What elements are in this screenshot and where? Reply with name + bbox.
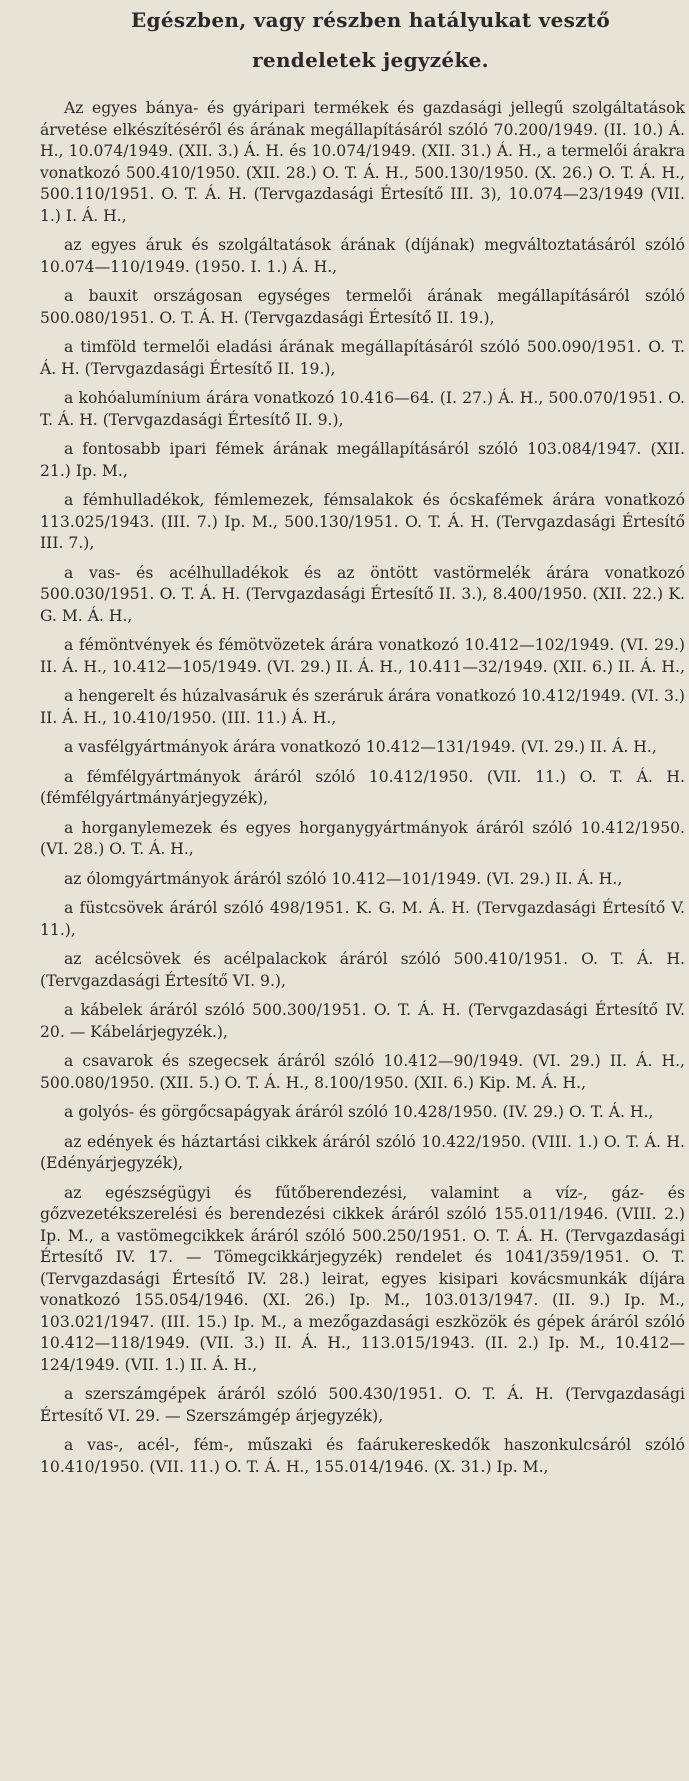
regulation-entry: a kohóalumínium árára vonatkozó 10.416—64. (I. 27.) Á. H., 500.070/1951. O. T. Á. H. (Tervgazdasági Értesítő II. 9.), [40,389,685,429]
regulation-entry: a fémöntvények és fémötvözetek árára vonatkozó 10.412—102/1949. (VI. 29.) II. Á. H., 10.412—105/1949. (VI. 29.) II. Á. H., 10.411—32/1949. (XII. 6.) II. Á. H., [40,636,685,676]
regulation-entry: az acélcsövek és acélpalackok áráról szóló 500.410/1951. O. T. Á. H. (Tervgazdasági Értesítő VI. 9.), [40,950,685,990]
regulation-entry: a vasfélgyártmányok árára vonatkozó 10.412—131/1949. (VI. 29.) II. Á. H., [64,738,657,756]
regulation-entry: a csavarok és szegecsek áráról szóló 10.412—90/1949. (VI. 29.) II. Á. H., 500.080/1950. (XII. 5.) O. T. Á. H., 8.100/1950. (XII. 6.) Kip. M. Á. H., [40,1052,685,1092]
regulation-entry: az ólomgyártmányok áráról szóló 10.412—101/1949. (VI. 29.) II. Á. H., [64,869,623,888]
regulation-entry: a szerszámgépek áráról szóló 500.430/1951. O. T. Á. H. (Tervgazdasági Értesítő VI. 29. — Szerszámgép árjegyzék), [40,1385,685,1425]
title-line-1: Egészben, vagy részben hatályukat vesztő [130,8,610,32]
regulation-entry: a golyós- és görgőcsapágyak áráról szóló 10.428/1950. (IV. 29.) O. T. Á. H., [64,1103,654,1121]
regulation-entry: a füstcsövek áráról szóló 498/1951. K. G. M. Á. H. (Tervgazdasági Értesítő V. 11.), [40,899,685,939]
page-title [60,0,681,80]
regulation-entry: Az egyes bánya- és gyáripari termékek és gazdasági jellegű szolgáltatások árvetése elkészítéséről és árának megállapításáról szóló 70.200/1949. (II. 10.) Á. H., 10.074/1949. (XII. 3.) Á. H. és 10.074/1949. (XII. 31.) Á. H., a termelői árakra vonatkozó 500.410/1950. (XII. 28.) O. T. Á. H., 500.130/1950. (X. 26.) O. T. Á. H., 500.110/1951. O. T. Á. H. (Tervgazdasági Értesítő III. 3), 10.074—23/1949 (VII. 1.) I. Á. H., [40,99,685,225]
regulation-entry: a timföld termelői eladási árának megállapításáról szóló 500.090/1951. O. T. Á. H. (Tervgazdasági Értesítő II. 19.), [40,338,685,378]
regulation-entry: a bauxit országosan egységes termelői árának megállapításáról szóló 500.080/1951. O. T. Á. H. (Tervgazdasági Értesítő II. 19.), [40,287,685,327]
regulation-entry: az egyes áruk és szolgáltatások árának (díjának) megváltoztatásáról szóló 10.074—110/1949. (1950. I. 1.) Á. H., [40,236,685,276]
regulation-entry: a vas- és acélhulladékok és az öntött vastörmelék árára vonatkozó 500.030/1951. O. T. Á. H. (Tervgazdasági Értesítő II. 3.), 8.400/1950. (XII. 22.) K. G. M. Á. H., [40,563,685,625]
regulation-entry: a vas-, acél-, fém-, műszaki és faárukereskedők haszonkulcsáról szóló 10.410/1950. (VII. 11.) O. T. Á. H., 155.014/1946. (X. 31.) Ip. M., [40,1436,685,1476]
regulation-list [0,98,689,1478]
regulation-entry: a horganylemezek és egyes horganygyártmányok áráról szóló 10.412/1950. (VI. 28.) O. T. Á. H., [40,818,685,858]
regulation-entry: a fémhulladékok, fémlemezek, fémsalakok és ócskafémek árára vonatkozó 113.025/1943. (III. 7.) Ip. M., 500.130/1951. O. T. Á. H. (Tervgazdasági Értesítő III. 7.), [40,491,685,552]
regulation-entry: a fontosabb ipari fémek árának megállapításáról szóló 103.084/1947. (XII. 21.) Ip. M., [40,440,685,480]
regulation-entry: a hengerelt és húzalvasáruk és szeráruk árára vonatkozó 10.412/1949. (VI. 3.) II. Á. H., 10.410/1950. (III. 11.) Á. H., [40,687,685,727]
title-line-2: rendeletek jegyzéke. [252,48,489,72]
regulation-entry: az edények és háztartási cikkek áráról szóló 10.422/1950. (VIII. 1.) O. T. Á. H. (Edényárjegyzék), [40,1132,685,1172]
regulation-entry: a fémfélgyártmányok áráról szóló 10.412/1950. (VII. 11.) O. T. Á. H. (fémfélgyártmányárjegyzék), [40,767,685,807]
regulation-entry: az egészségügyi és fűtőberendezési, valamint a víz-, gáz- és gőzvezetékszerelési és berendezési cikkek áráról szóló 155.011/1946. (VIII. 2.) Ip. M., a vastömegcikkek áráról szóló 500.250/1951. O. T. Á. H. (Tervgazdasági Értesítő IV. 17. — Tömegcikkárjegyzék) rendelet és 1041/359/1951. O. T. (Tervgazdasági Értesítő IV. 28.) leirat, egyes kisipari kovácsmunkák díjára vonatkozó 155.054/1946. (XI. 26.) Ip. M., 103.013/1947. (II. 9.) Ip. M., 103.021/1947. (III. 15.) Ip. M., a mezőgazdasági eszközök és gépek áráról szóló 10.412—118/1949. (VII. 3.) II. Á. H., 113.015/1943. (II. 2.) Ip. M., 10.412—124/1949. (VII. 1.) II. Á. H., [40,1183,685,1374]
regulation-entry: a kábelek áráról szóló 500.300/1951. O. T. Á. H. (Tervgazdasági Értesítő IV. 20. — Kábelárjegyzék.), [40,1001,685,1041]
